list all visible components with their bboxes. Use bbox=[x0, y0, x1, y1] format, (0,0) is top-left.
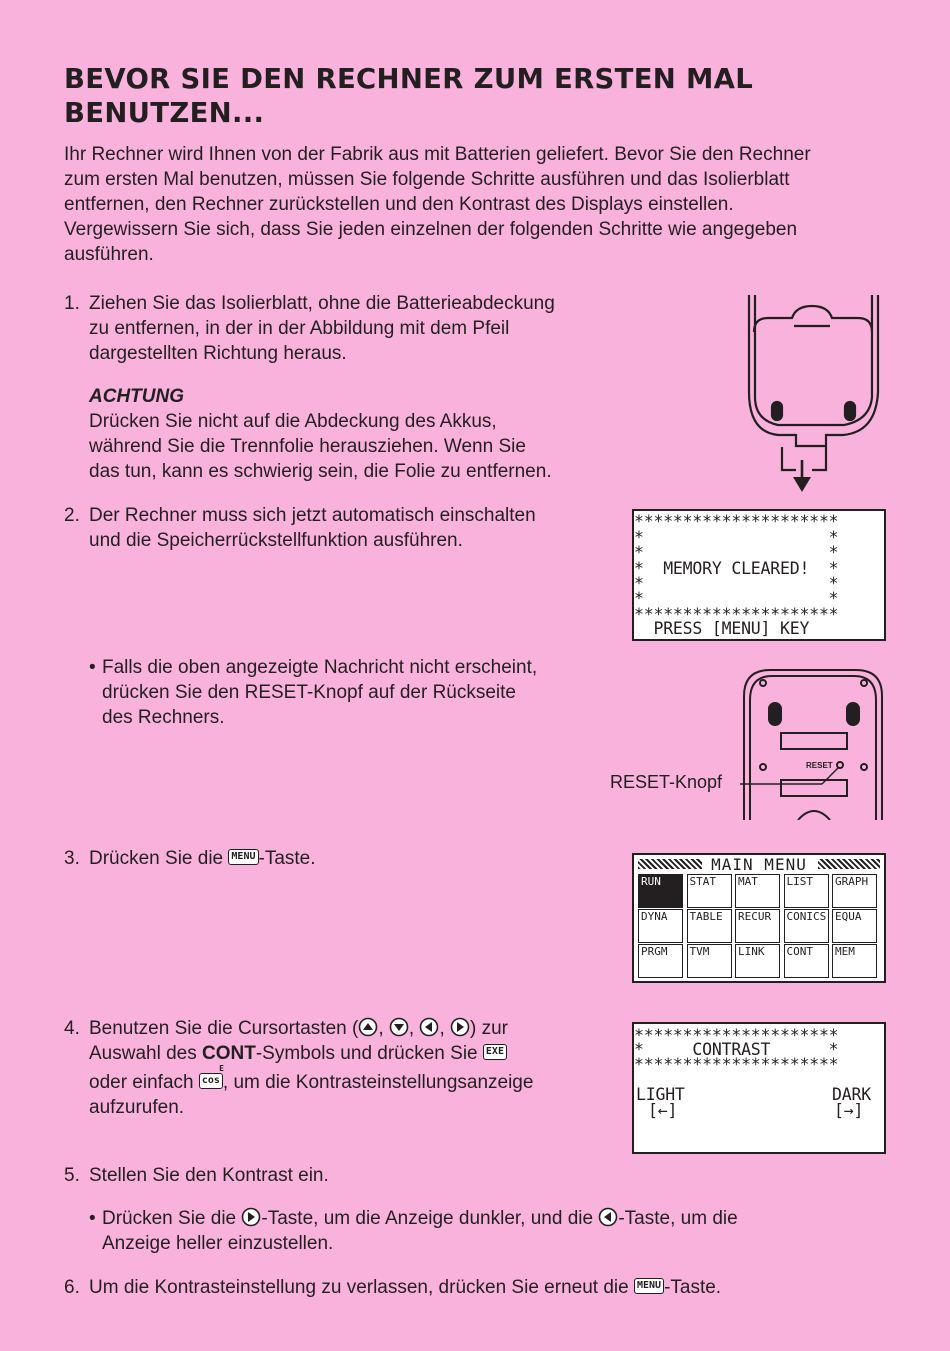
menu-icon-label: MAT bbox=[738, 875, 758, 888]
menu-icon-link[interactable] bbox=[735, 944, 780, 978]
menu-icon-label: TVM bbox=[689, 945, 710, 958]
menu-icon-label: RECUR bbox=[738, 910, 772, 923]
lcd-border-bottom: ********************* bbox=[634, 605, 839, 624]
main-menu-screen bbox=[632, 853, 886, 983]
text-line: Der Rechner muss sich jetzt automatisch einschalten bbox=[89, 505, 536, 526]
step-number: 6. bbox=[64, 1277, 80, 1298]
reset-button-callout: RESET-Knopf bbox=[610, 772, 723, 792]
text: , bbox=[439, 1018, 450, 1039]
step-2-text bbox=[89, 503, 536, 553]
menu-icon-label: CONICS bbox=[786, 910, 827, 923]
step-6-text bbox=[89, 1275, 721, 1300]
text-line: drücken Sie den RESET-Knopf auf der Rückseite bbox=[102, 682, 517, 703]
menu-icon-stat[interactable] bbox=[687, 874, 732, 908]
memory-cleared-message: * MEMORY CLEARED! * bbox=[634, 559, 839, 578]
text: -Taste, um die Anzeige dunkler, und die bbox=[261, 1208, 599, 1229]
menu-icon-table[interactable] bbox=[687, 909, 732, 943]
bullet: • bbox=[89, 657, 96, 678]
intro-line: ausführen. bbox=[64, 244, 154, 265]
reset-bullet-text bbox=[102, 655, 537, 730]
text-line: Anzeige heller einzustellen. bbox=[102, 1233, 334, 1254]
menu-icon-label: GRAPH bbox=[835, 875, 869, 888]
reset-label: RESET bbox=[806, 761, 833, 770]
lcd-line: * * bbox=[634, 589, 839, 608]
battery-cover-illustration bbox=[740, 292, 885, 497]
light-label: LIGHT bbox=[636, 1085, 685, 1104]
text: , bbox=[408, 1018, 420, 1039]
menu-icon-mat[interactable] bbox=[735, 874, 780, 908]
cont-label: CONT bbox=[202, 1043, 256, 1064]
text: -Taste. bbox=[258, 848, 316, 869]
step-5-text: Stellen Sie den Kontrast ein. bbox=[89, 1165, 329, 1186]
text-line: des Rechners. bbox=[102, 707, 225, 728]
text-line: zu entfernen, in der in der Abbildung mit dem Pfeil bbox=[89, 318, 510, 339]
lcd-line: * * bbox=[634, 528, 839, 547]
text-line: aufzurufen. bbox=[89, 1097, 185, 1118]
main-menu-title-bar bbox=[634, 856, 884, 872]
lcd-border-top: ********************* bbox=[634, 512, 839, 531]
menu-key-icon: MENU bbox=[228, 849, 258, 865]
step-number: 5. bbox=[64, 1165, 80, 1186]
text: Drücken Sie die bbox=[102, 1208, 242, 1229]
text: , um die Kontrasteinstellungsanzeige bbox=[222, 1072, 534, 1093]
menu-icon-label: STAT bbox=[689, 875, 716, 888]
menu-icon-equa[interactable] bbox=[832, 909, 877, 943]
step-3-text bbox=[89, 846, 316, 871]
contrast-screen bbox=[632, 1022, 886, 1154]
menu-icon-label: PRGM bbox=[641, 945, 668, 958]
text-line: das tun, kann es schwierig sein, die Folie zu entfernen. bbox=[89, 461, 552, 482]
menu-icon-label: MEM bbox=[835, 945, 855, 958]
menu-icon-prgm[interactable] bbox=[638, 944, 683, 978]
text: -Symbols und drücken Sie bbox=[255, 1043, 483, 1064]
contrast-title: * CONTRAST * bbox=[634, 1040, 839, 1059]
cursor-up-icon bbox=[358, 1017, 378, 1037]
cursor-right-icon bbox=[450, 1017, 470, 1037]
exe-key-icon: EXE bbox=[483, 1044, 507, 1060]
memory-cleared-screen bbox=[632, 509, 886, 641]
menu-icon-label: EQUA bbox=[835, 910, 862, 923]
text: Um die Kontrasteinstellung zu verlassen, drücken Sie erneut die bbox=[89, 1277, 634, 1298]
contrast-bullet-text bbox=[102, 1206, 822, 1256]
intro-paragraph bbox=[64, 142, 884, 267]
warning-heading: ACHTUNG bbox=[89, 386, 184, 407]
main-menu-title: MAIN MENU bbox=[711, 855, 807, 874]
menu-icon-recur[interactable] bbox=[735, 909, 780, 943]
step-1-text bbox=[89, 291, 555, 366]
menu-icon-label: LINK bbox=[738, 945, 765, 958]
text-line: Falls die oben angezeigte Nachricht nicht erscheint, bbox=[102, 657, 538, 678]
title-line-2: BENUTZEN... bbox=[64, 97, 265, 129]
menu-icon-run[interactable] bbox=[638, 874, 683, 908]
text-line: dargestellten Richtung heraus. bbox=[89, 343, 347, 364]
menu-icon-cont[interactable] bbox=[784, 944, 829, 978]
text: Auswahl des bbox=[89, 1043, 203, 1064]
text: -Taste, um die bbox=[618, 1208, 738, 1229]
step-number: 3. bbox=[64, 848, 80, 869]
lcd-border-bottom: ********************* bbox=[634, 1055, 839, 1074]
text-line bbox=[89, 1016, 533, 1041]
step-number: 4. bbox=[64, 1018, 80, 1039]
lcd-border-top: ********************* bbox=[634, 1026, 839, 1045]
menu-icon-conics[interactable] bbox=[784, 909, 829, 943]
lcd-line: * * bbox=[634, 574, 839, 593]
menu-icon-mem[interactable] bbox=[832, 944, 877, 978]
light-key-hint: [←] bbox=[648, 1101, 678, 1120]
cursor-left-icon bbox=[419, 1017, 439, 1037]
intro-line: entfernen, den Rechner zurückstellen und den Kontrast des Displays einstellen. bbox=[64, 194, 734, 215]
page-title bbox=[64, 62, 864, 130]
menu-icon-list[interactable] bbox=[784, 874, 829, 908]
text-line: während Sie die Trennfolie herausziehen. Wenn Sie bbox=[89, 436, 526, 457]
menu-icon-label: TABLE bbox=[689, 910, 723, 923]
text-line: Ziehen Sie das Isolierblatt, ohne die Batterieabdeckung bbox=[89, 293, 555, 314]
cursor-left-icon bbox=[598, 1207, 618, 1227]
text-line bbox=[102, 1206, 822, 1231]
step-number: 2. bbox=[64, 505, 80, 526]
cursor-down-icon bbox=[389, 1017, 409, 1037]
lcd-line: * * bbox=[634, 543, 839, 562]
text-line: und die Speicherrückstellfunktion ausführen. bbox=[89, 530, 463, 551]
intro-line: Ihr Rechner wird Ihnen von der Fabrik aus mit Batterien geliefert. Bevor Sie den Rechner bbox=[64, 144, 811, 165]
cos-key-label: cos bbox=[201, 1074, 220, 1086]
bullet: • bbox=[89, 1208, 96, 1229]
text-line: Drücken Sie nicht auf die Abdeckung des Akkus, bbox=[89, 411, 497, 432]
text-line bbox=[89, 1041, 533, 1066]
menu-icon-label: LIST bbox=[786, 875, 813, 888]
warning-block bbox=[89, 384, 552, 484]
text: , bbox=[378, 1018, 389, 1039]
dark-label: DARK bbox=[832, 1085, 871, 1104]
cos-key-superscript: E bbox=[219, 1063, 224, 1073]
intro-line: Vergewissern Sie sich, dass Sie jeden einzelnen der folgenden Schritte wie angegeben bbox=[64, 219, 798, 240]
cos-key-icon bbox=[199, 1063, 224, 1089]
calculator-back-illustration bbox=[740, 666, 888, 820]
press-menu-key-message: PRESS [MENU] KEY bbox=[634, 619, 810, 638]
menu-icon-tvm[interactable] bbox=[687, 944, 732, 978]
menu-icon-label: CONT bbox=[786, 945, 813, 958]
text: Benutzen Sie die Cursortasten ( bbox=[89, 1018, 359, 1039]
menu-icon-dyna[interactable] bbox=[638, 909, 683, 943]
text: -Taste. bbox=[664, 1277, 722, 1298]
menu-icon-label: RUN bbox=[641, 875, 661, 888]
intro-line: zum ersten Mal benutzen, müssen Sie folgende Schritte ausführen und das Isolierblatt bbox=[64, 169, 790, 190]
menu-icon-label: DYNA bbox=[641, 910, 668, 923]
dark-key-hint: [→] bbox=[834, 1101, 864, 1120]
text: ) zur bbox=[470, 1018, 508, 1039]
menu-icon-graph[interactable] bbox=[832, 874, 877, 908]
step-number: 1. bbox=[64, 293, 80, 314]
cursor-right-icon bbox=[241, 1207, 261, 1227]
text: oder einfach bbox=[89, 1072, 199, 1093]
title-line-1: BEVOR SIE DEN RECHNER ZUM ERSTEN MAL bbox=[64, 63, 754, 95]
step-4-text bbox=[89, 1016, 533, 1120]
text: Drücken Sie die bbox=[89, 848, 229, 869]
text-line bbox=[89, 1063, 534, 1095]
menu-key-icon: MENU bbox=[634, 1278, 664, 1294]
